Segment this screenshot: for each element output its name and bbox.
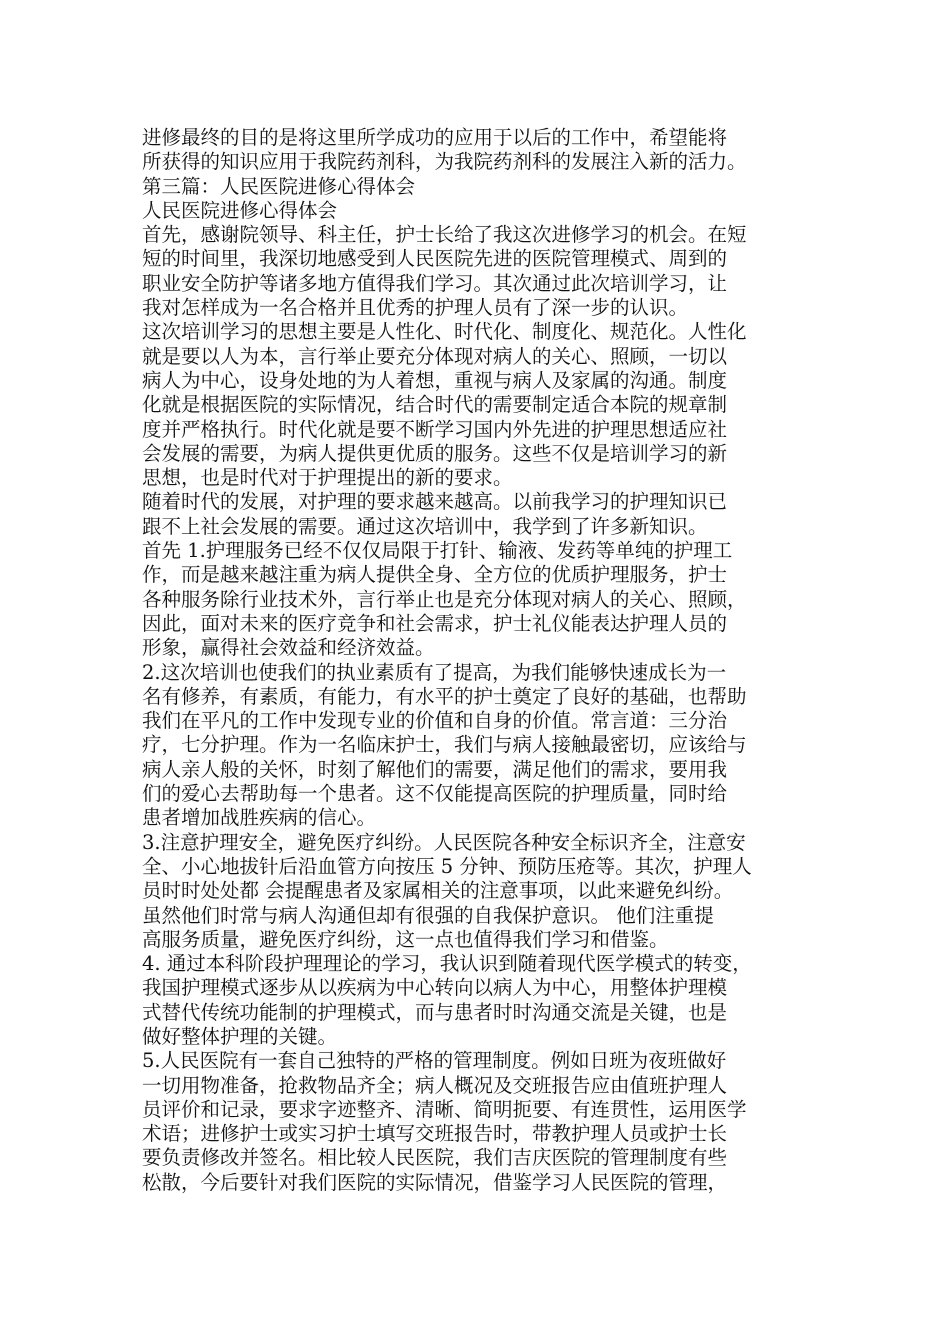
paragraph-intro-conclusion: 进修最终的目的是将这里所学成功的应用于以后的工作中，希望能将 所获得的知识应用于我院药剂科，为我院药剂科的发展注入新的活力。 [142,126,747,174]
paragraph-thanks: 首先，感谢院领导、科主任，护士长给了我这次进修学习的机会。在短 短的时间里，我深切地感受到人民医院先进的医院管理模式、周到的 职业安全防护等诸多地方值得我们学习。其次通过此次培训学习，让 我对怎样成为一名合格并且优秀的护理人员有了深一步的认识。 [142,223,747,320]
document-title: 人民医院进修心得体会 [142,198,338,222]
paragraph-development: 随着时代的发展，对护理的要求越来越高。以前我学习的护理知识已 跟不上社会发展的需要。通过这次培训中，我学到了许多新知识。 [142,490,728,538]
paragraph-point-4: 4. 通过本科阶段护理理论的学习，我认识到随着现代医学模式的转变， 我国护理模式逐步从以疾病为中心转向以病人为中心，用整体护理模 式替代传统功能制的护理模式，而与患者时时沟通交流是关键，也是 做好整体护理的关键。 [142,952,752,1048]
paragraph-point-1: 首先 1.护理服务已经不仅仅局限于打针、输液、发药等单纯的护理工 作，而是越来越注重为病人提供全身、全方位的优质护理服务，护士 各种服务除行业技术外，言行举止也是充分体现对病人的关心、照顾， 因此，面对未来的医疗竞争和社会需求，护士礼仪能表达护理人员的 形象，赢得社会效益和经济效益。 [142,539,747,660]
section-heading: 第三篇：人民医院进修心得体会 [142,174,416,198]
document-page [142,126,822,1195]
paragraph-point-5: 5.人民医院有一套自己独特的严格的管理制度。例如日班为夜班做好 一切用物准备，抢救物品齐全；病人概况及交班报告应由值班护理人 员评价和记录，要求字迹整齐、清晰、简明扼要、有连贯性，运用医学 术语；进修护士或实习护士填写交班报告时，带教护理人员或护士长 要负责修改并签名。相比较人民医院，我们吉庆医院的管理制度有些 松散，今后要针对我们医院的实际情况，借鉴学习人民医院的管理， [142,1049,747,1194]
paragraph-training-ideas: 这次培训学习的思想主要是人性化、时代化、制度化、规范化。人性化 就是要以人为本，言行举止要充分体现对病人的关心、照顾，一切以 病人为中心，设身处地的为人着想，重视与病人及家属的沟通。制度 化就是根据医院的实际情况，结合时代的需要制定适合本院的规章制 度并严格执行。时代化就是要不断学习国内外先进的护理思想适应社 会发展的需要，为病人提供更优质的服务。这些不仅是培训学习的新 思想，也是时代对于护理提出的新的要求。 [142,320,747,490]
paragraph-point-2: 2.这次培训也使我们的执业素质有了提高，为我们能够快速成长为一 名有修养，有素质，有能力，有水平的护士奠定了良好的基础，也帮助 我们在平凡的工作中发现专业的价值和自身的价值。常言道：三分治 疗，七分护理。作为一名临床护士，我们与病人接触最密切，应该给与 病人亲人般的关怀，时刻了解他们的需要，满足他们的需求，要用我 们的爱心去帮助每一个患者。这不仅能提高医院的护理质量，同时给 患者增加战胜疾病的信心。 [142,660,747,830]
paragraph-point-3: 3.注意护理安全，避免医疗纠纷。人民医院各种安全标识齐全，注意安 全、小心地拔针后沿血管方向按压 5 分钟、预防压疮等。其次，护理人 员时时处处都 会提醒患者及家属相关的注意事项，以此来避免纠纷。 虽然他们时常与病人沟通但却有很强的自我保护意识。 他们注重提 高服务质量，避免医疗纠纷，这一点也值得我们学习和借鉴。 [142,830,752,951]
